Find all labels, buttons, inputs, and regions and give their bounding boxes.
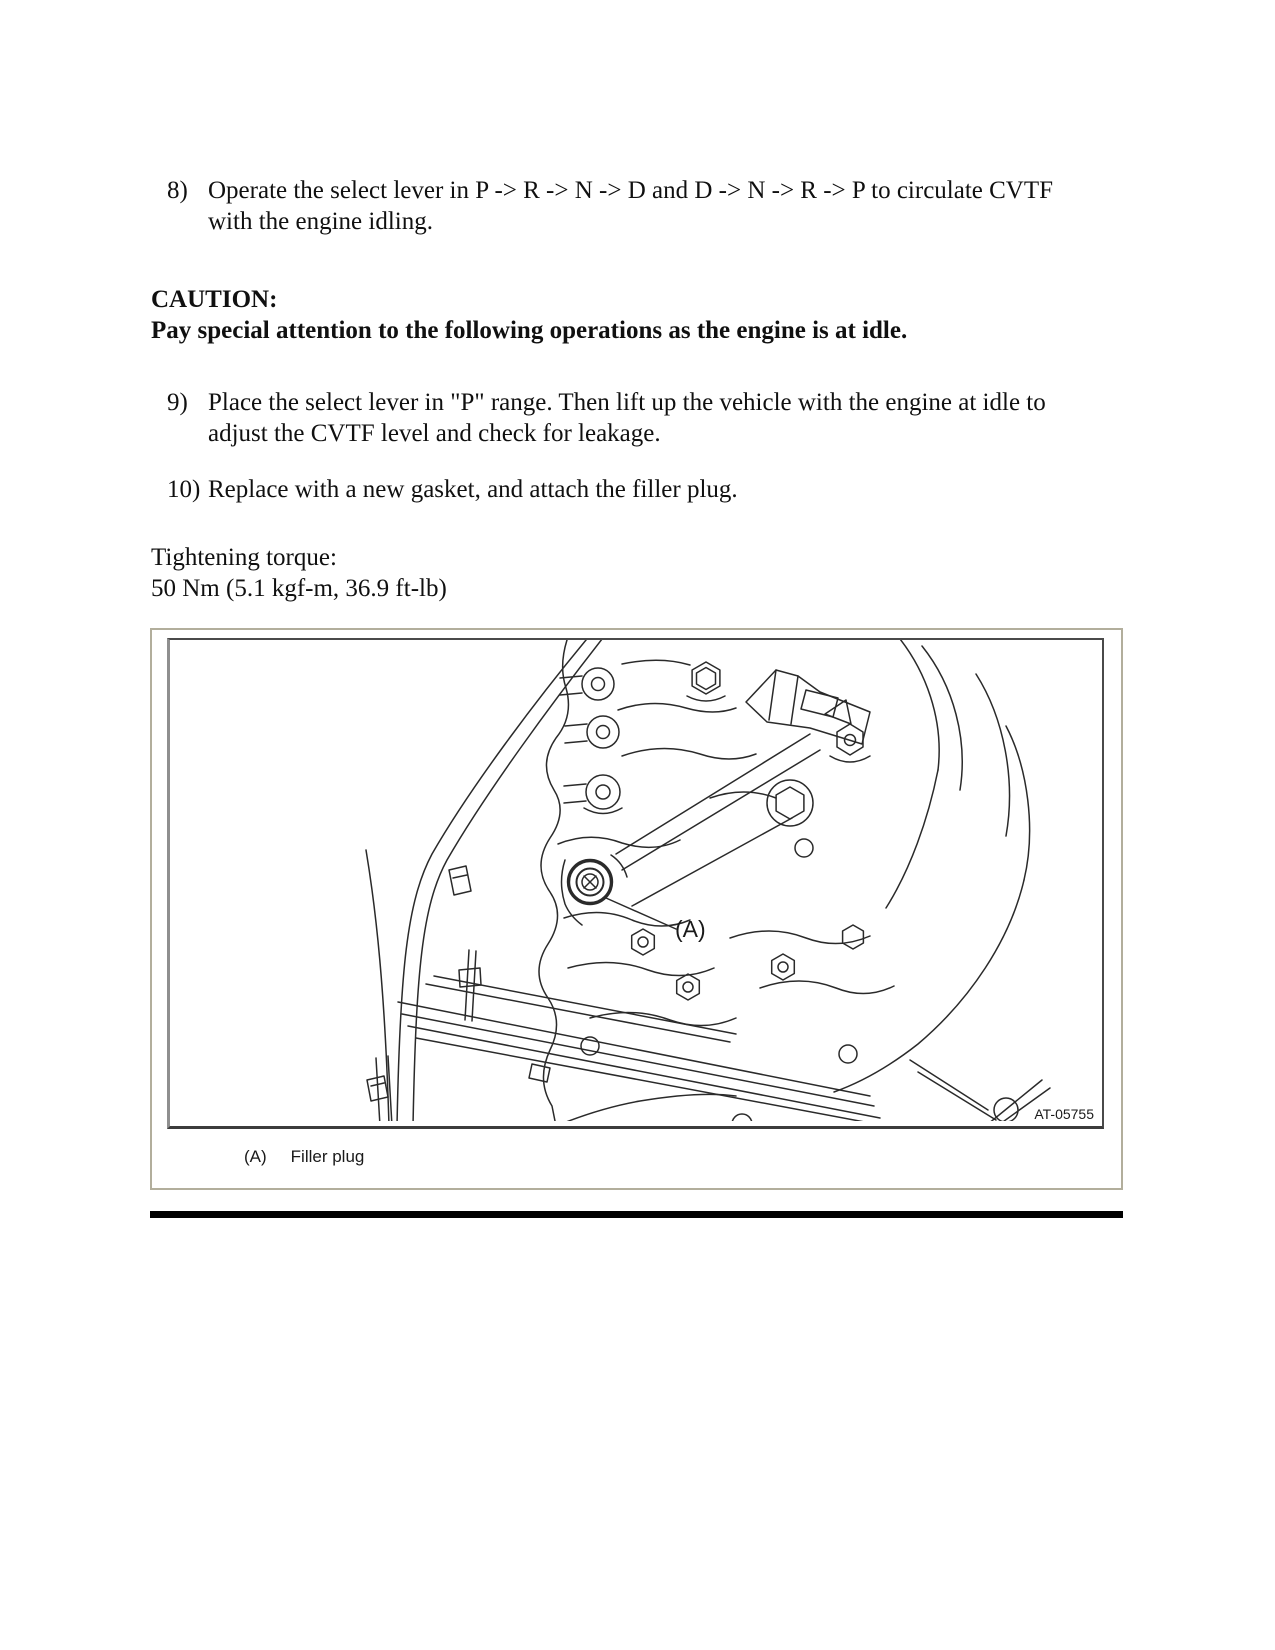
step-item-9 <box>167 387 1060 449</box>
caption-key: (A) <box>244 1147 267 1166</box>
torque-value: 50 Nm (5.1 kgf-m, 36.9 ft-lb) <box>151 575 447 602</box>
figure-box <box>150 628 1123 1190</box>
transmission-filler-plug-illustration <box>170 640 1097 1121</box>
figure-frame <box>167 638 1104 1129</box>
figure-caption <box>244 1147 364 1167</box>
step-number: 9) <box>167 389 188 416</box>
step-item-10 <box>167 474 1060 505</box>
caption-label: Filler plug <box>290 1147 365 1166</box>
step-item-8 <box>167 175 1060 237</box>
torque-label: Tightening torque: <box>151 544 337 571</box>
figure-callout-a: (A) <box>675 916 706 942</box>
step-number: 10) <box>167 476 201 503</box>
caution-text: Pay special attention to the following operations as the engine is at idle. <box>151 317 908 344</box>
step-text: Place the select lever in "P" range. Then lift up the vehicle with the engine at idle to adjust the CVTF level and check for leakage. <box>208 389 1046 447</box>
step-text: Operate the select lever in P -> R -> N -> D and D -> N -> R -> P to circulate CVTF with the engine idling. <box>208 177 1054 235</box>
caution-block <box>151 284 1131 346</box>
step-text: Replace with a new gasket, and attach the filler plug. <box>208 476 738 503</box>
section-divider <box>150 1211 1123 1218</box>
step-number: 8) <box>167 177 188 204</box>
figure-drawing-number: AT-05755 <box>1034 1106 1094 1122</box>
caution-heading: CAUTION: <box>151 286 278 313</box>
